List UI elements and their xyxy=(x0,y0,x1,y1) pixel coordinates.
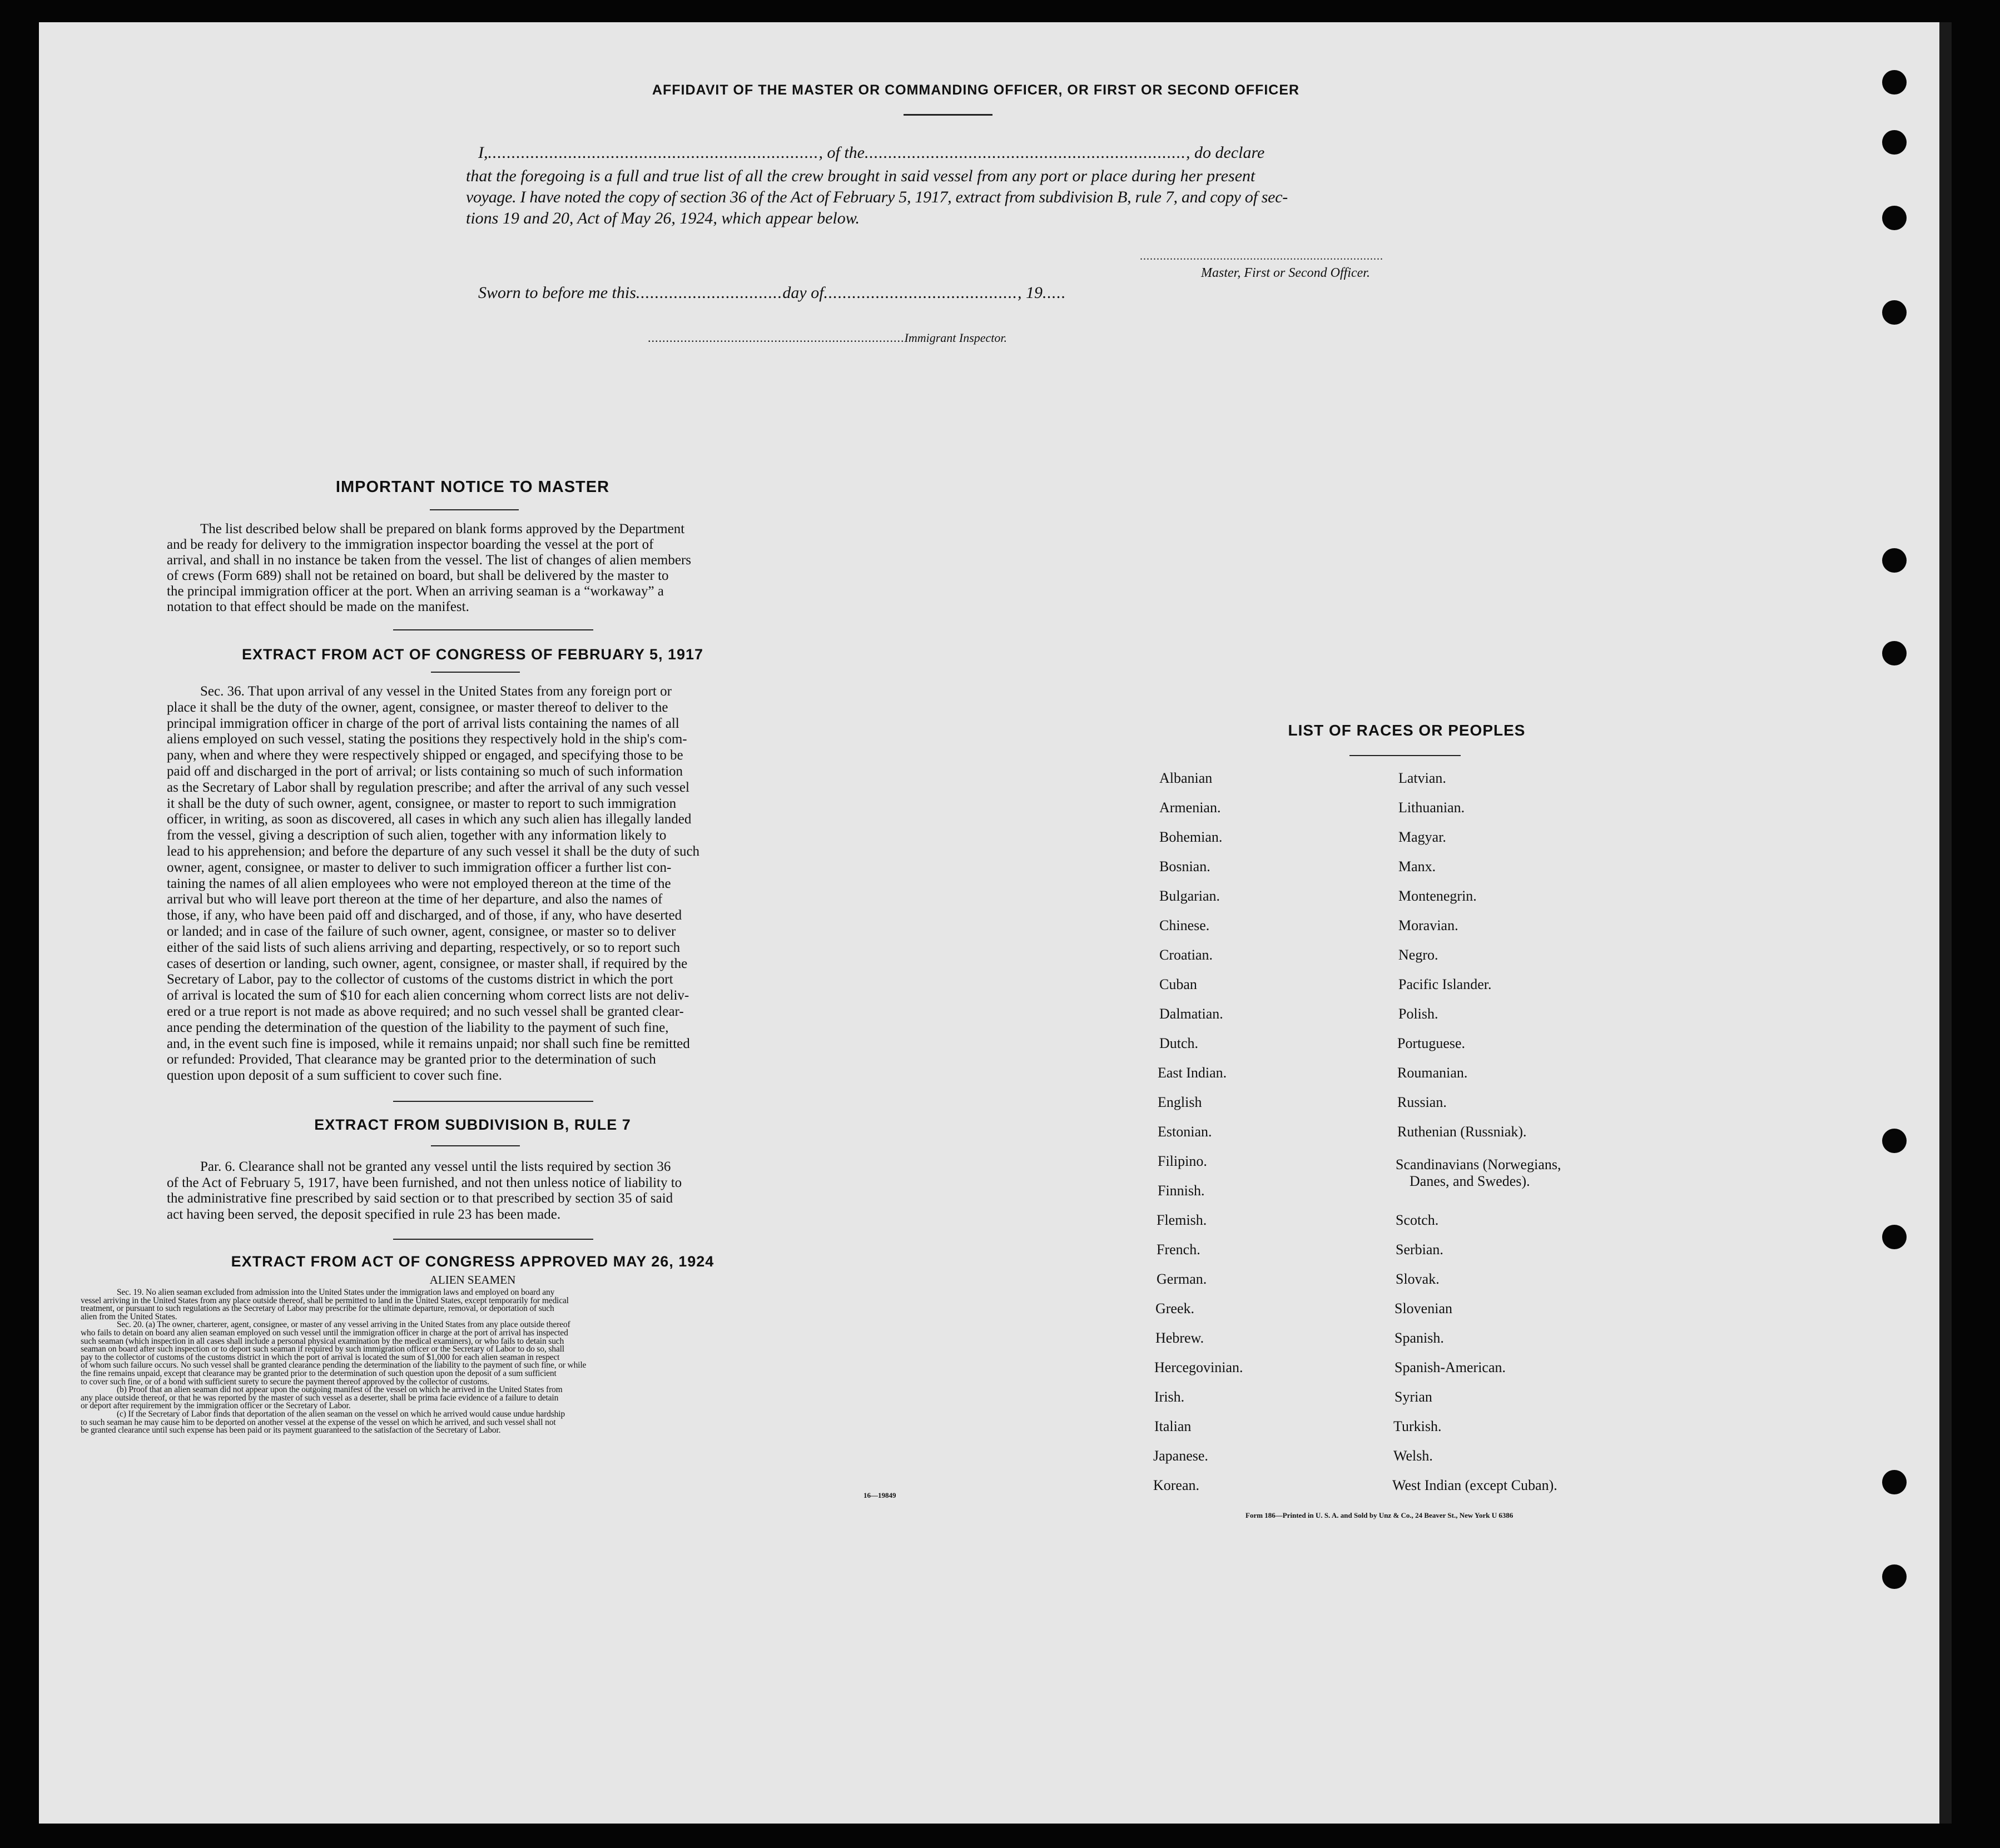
sec20-line: to cover such fine, or of a bond with sufficient surety to secure the payment thereof approved by the collector of customs. xyxy=(81,1377,489,1387)
sec36-line: cases of desertion or landing, such owner, agent, consignee, or master shall, if required by the xyxy=(167,956,688,971)
rule7-line: of the Act of February 5, 1917, have been furnished, and not then unless notice of liability to xyxy=(167,1175,682,1190)
sec36-line: principal immigration officer in charge of the port of arrival lists containing the names of all xyxy=(167,716,679,731)
signature-label: Master, First or Second Officer. xyxy=(1201,266,1370,280)
race-item: Chinese. xyxy=(1159,917,1210,933)
race-item: Dutch. xyxy=(1159,1035,1199,1051)
sec20-line: who fails to detain on board any alien seaman employed on such vessel until the immigration officer in charge at the port of arrival has inspected xyxy=(81,1328,568,1338)
sec36-line: or landed; and in case of the failure of such owner, agent, consignee, or master so to deliver xyxy=(167,923,676,939)
race-item: Ruthenian (Russniak). xyxy=(1397,1124,1527,1140)
sec36-line: ance pending the determination of the question of the liability to the payment of such fine, xyxy=(167,1020,669,1035)
sec20-line: any place outside thereof, or that he was reported by the master of such vessel as a deserter, shall be prima facie evidence of a failure to detain xyxy=(81,1393,559,1403)
race-item: Spanish-American. xyxy=(1394,1359,1506,1375)
sec36-line: those, if any, who have been paid off and discharged, and of those, if any, who have deserted xyxy=(167,908,682,923)
race-item: Korean. xyxy=(1153,1477,1200,1493)
section-rule xyxy=(393,629,593,630)
binder-hole xyxy=(1882,1470,1907,1494)
section-rule xyxy=(393,1239,593,1240)
sec20-line: pay to the collector of customs of the customs district in which the port of arrival is located the sum of $1,000 for each alien seaman in respect xyxy=(81,1352,560,1362)
sec36-line: Sec. 36. That upon arrival of any vessel in the United States from any foreign port or xyxy=(200,684,672,699)
race-item: Latvian. xyxy=(1398,770,1446,786)
act1924-subtitle: ALIEN SEAMEN xyxy=(429,1273,516,1286)
affidavit-line-4: tions 19 and 20, Act of May 26, 1924, which appear below. xyxy=(466,209,860,227)
vessel-blank: .................................................................... xyxy=(865,143,1186,162)
notice-line: of crews (Form 689) shall not be retained on board, but shall be delivered by the master to xyxy=(167,568,669,583)
inspector-label: Immigrant Inspector. xyxy=(904,331,1008,345)
race-item: Bohemian. xyxy=(1159,829,1223,845)
race-item: Magyar. xyxy=(1398,829,1446,845)
race-item: Croatian. xyxy=(1159,947,1213,963)
affidavit-title: AFFIDAVIT OF THE MASTER OR COMMANDING OFFICER, OR FIRST OR SECOND OFFICER xyxy=(652,82,1300,98)
sec19-line: Sec. 19. No alien seaman excluded from admission into the United States under the immigration laws and employed on board any xyxy=(117,1288,555,1297)
affidavit-declare: , do declare xyxy=(1186,143,1265,162)
sec19-line: treatment, or pursuant to such regulations as the Secretary of Labor may prescribe for the ultimate departure, removal, or deportation of such xyxy=(81,1304,554,1314)
race-item: Dalmatian. xyxy=(1159,1006,1223,1022)
race-item: Montenegrin. xyxy=(1398,888,1477,904)
race-item: Bosnian. xyxy=(1159,858,1210,875)
race-item: Syrian xyxy=(1394,1389,1432,1405)
sworn-line xyxy=(478,284,1066,302)
race-item: Welsh. xyxy=(1393,1448,1433,1464)
race-item: Serbian. xyxy=(1396,1241,1443,1258)
day-blank: ............................... xyxy=(636,284,783,302)
race-item: Slovenian xyxy=(1394,1300,1452,1317)
name-blank: ...................................................................... xyxy=(488,143,819,162)
sec36-line: taining the names of all alien employees who were not employed thereon at the time of the xyxy=(167,876,671,891)
race-item: Cuban xyxy=(1159,976,1197,992)
sec36-line: officer, in writing, as soon as discovered, all cases in which any such alien has illegally landed xyxy=(167,812,692,827)
sec36-line: owner, agent, consignee, or master to deliver to such immigration officer a further list con- xyxy=(167,860,672,875)
race-item: Hebrew. xyxy=(1155,1330,1204,1346)
sec36-line: arrival but who will leave port thereon at the time of her departure, and also the names of xyxy=(167,892,663,907)
inspector-line xyxy=(648,331,1007,345)
section-rule xyxy=(393,1101,593,1102)
sec36-line: and, in the event such fine is imposed, while it remains unpaid; nor shall such fine be remitted xyxy=(167,1036,690,1051)
year-blank: ..... xyxy=(1043,284,1066,302)
notice-body xyxy=(167,521,845,615)
signature-blank: ......................................................................... xyxy=(1140,250,1383,262)
race-item: East Indian. xyxy=(1158,1065,1227,1081)
rule7-line: act having been served, the deposit specified in rule 23 has been made. xyxy=(167,1206,561,1222)
sec36-line: lead to his apprehension; and before the departure of any such vessel it shall be the duty of such xyxy=(167,843,700,859)
race-item: Lithuanian. xyxy=(1398,799,1465,816)
affidavit-i: I, xyxy=(478,143,488,162)
sec20-line: (c) If the Secretary of Labor finds that deportation of the alien seaman on the vessel on which he arrived would cause undue hardship xyxy=(117,1409,565,1419)
rule7-body xyxy=(167,1159,845,1223)
affidavit-line-3: voyage. I have noted the copy of section 36 of the Act of February 5, 1917, extract from subdivision B, rule 7, and copy of sec- xyxy=(466,188,1288,206)
race-item: Albanian xyxy=(1159,770,1213,786)
sec36-line: Secretary of Labor, pay to the collector of customs of the customs district in which the port xyxy=(167,972,673,987)
notice-line: arrival, and shall in no instance be taken from the vessel. The list of changes of alien members xyxy=(167,553,691,568)
binder-hole xyxy=(1882,130,1907,155)
binder-hole xyxy=(1882,548,1907,573)
sec20-line: seaman on board after such inspection or to deport such seaman if required by such immigration officer or the Secretary of Labor to do so, shall xyxy=(81,1344,564,1354)
race-item: Slovak. xyxy=(1396,1271,1440,1287)
affidavit-line-2: that the foregoing is a full and true list of all the crew brought in said vessel from any port or place during her present xyxy=(466,167,1255,185)
race-item: Bulgarian. xyxy=(1159,888,1220,904)
sec20-line: or deport after requirement by the immigration officer or the Secretary of Labor. xyxy=(81,1401,351,1411)
sec36-line: ered or a true report is not made as above required; and no such vessel shall be granted clear- xyxy=(167,1004,684,1019)
race-item: Manx. xyxy=(1398,858,1436,875)
page-edge xyxy=(1939,22,1952,1824)
notice-line: notation to that effect should be made on the manifest. xyxy=(167,599,469,614)
form-code: 16—19849 xyxy=(863,1491,896,1499)
document-page xyxy=(39,22,1952,1824)
binder-hole xyxy=(1882,70,1907,95)
race-item: Roumanian. xyxy=(1397,1065,1468,1081)
sec36-line: question upon deposit of a sum sufficient to cover such fine. xyxy=(167,1068,502,1084)
binder-hole xyxy=(1882,1129,1907,1153)
race-item: Scandinavians (Norwegians, xyxy=(1396,1156,1561,1173)
sec36-line: place it shall be the duty of the owner, agent, consignee, or master thereof to deliver to the xyxy=(167,699,668,715)
races-title: LIST OF RACES OR PEOPLES xyxy=(1288,722,1526,739)
races-rule xyxy=(1349,755,1461,756)
sec36-line: as the Secretary of Labor shall by regulation prescribe; and after the arrival of any such vessel xyxy=(167,779,689,795)
sec36-line: it shall be the duty of such owner, agent, consignee, or master to report to such immigration xyxy=(167,796,677,811)
race-item: Danes, and Swedes). xyxy=(1410,1173,1530,1189)
binder-hole xyxy=(1882,300,1907,325)
sworn-text: Sworn to before me this xyxy=(478,284,636,302)
race-item: Moravian. xyxy=(1398,917,1458,933)
notice-rule xyxy=(430,509,519,510)
sec20-line: of whom such failure occurs. No such vessel shall be granted clearance pending the determination of the liability to the payment of such fine, or while xyxy=(81,1360,587,1370)
sec20-line: Sec. 20. (a) The owner, charterer, agent, consignee, or master of any vessel arriving in the United States from any place outside thereof xyxy=(117,1320,570,1330)
inspector-blank: ....................................................................... xyxy=(648,331,905,345)
race-item: Turkish. xyxy=(1393,1418,1442,1434)
affidavit-line-1 xyxy=(478,143,1264,162)
sec36-line: of arrival is located the sum of $10 for each alien concerning whom correct lists are not deliv- xyxy=(167,988,689,1004)
sec19-line: vessel arriving in the United States from any place outside thereof, shall be permitted to land in the United States, except temporarily for medical xyxy=(81,1295,569,1305)
sec36-line: aliens employed on such vessel, stating the positions they respectively hold in the ship's com- xyxy=(167,732,687,747)
rule7-line: the administrative fine prescribed by said section or to that prescribed by section 35 of said xyxy=(167,1191,673,1206)
race-item: Flemish. xyxy=(1157,1212,1207,1228)
day-of-text: day of xyxy=(782,284,824,302)
year-text: , 19 xyxy=(1018,284,1043,302)
sec20-line: (b) Proof that an alien seaman did not appear upon the outgoing manifest of the vessel on which he arrived in the United States from xyxy=(117,1385,563,1395)
race-item: German. xyxy=(1157,1271,1207,1287)
notice-line: and be ready for delivery to the immigration inspector boarding the vessel at the port of xyxy=(167,537,654,552)
race-item: English xyxy=(1158,1094,1202,1110)
race-item: Spanish. xyxy=(1394,1330,1444,1346)
rule7-rule xyxy=(431,1145,520,1146)
act1917-body xyxy=(167,684,845,1084)
month-blank: ......................................... xyxy=(823,284,1018,302)
race-item: West Indian (except Cuban). xyxy=(1392,1477,1557,1493)
sec36-line: paid off and discharged in the port of arrival; or lists containing so much of such information xyxy=(167,763,683,779)
race-item: Russian. xyxy=(1397,1094,1447,1110)
binder-hole xyxy=(1882,641,1907,665)
race-item: Scotch. xyxy=(1396,1212,1439,1228)
rule7-line: Par. 6. Clearance shall not be granted any vessel until the lists required by section 36 xyxy=(200,1159,671,1174)
sec36-line: from the vessel, giving a description of such alien, together with any information likely to xyxy=(167,828,667,843)
race-item: Greek. xyxy=(1155,1300,1195,1317)
sec20-line: to such seaman he may cause him to be deported on another vessel at the expense of the vessel on which he arrived, and such vessel shall not xyxy=(81,1417,556,1427)
race-item: Portuguese. xyxy=(1397,1035,1466,1051)
title-rule xyxy=(904,114,992,116)
race-item: Irish. xyxy=(1154,1389,1185,1405)
sec36-line: either of the said lists of such aliens arriving and departing, respectively, or so to report such xyxy=(167,940,681,955)
notice-line: The list described below shall be prepared on blank forms approved by the Department xyxy=(200,521,685,536)
race-item: French. xyxy=(1157,1241,1200,1258)
sec36-line: or refunded: Provided, That clearance may be granted prior to the determination of such xyxy=(167,1052,656,1067)
race-item: Filipino. xyxy=(1158,1153,1207,1169)
sec20-line: such seaman (which inspection in all cases shall include a personal physical examination by the medical examiners), or who fails to detain such xyxy=(81,1336,564,1346)
race-item: Italian xyxy=(1154,1418,1192,1434)
binder-hole xyxy=(1882,1564,1907,1589)
notice-line: the principal immigration officer at the port. When an arriving seaman is a “workaway” a xyxy=(167,584,664,599)
act1924-title: EXTRACT FROM ACT OF CONGRESS APPROVED MAY 26, 1924 xyxy=(231,1253,714,1270)
binder-hole xyxy=(1882,206,1907,230)
race-item: Pacific Islander. xyxy=(1398,976,1492,992)
race-item: Japanese. xyxy=(1153,1448,1208,1464)
act1917-rule xyxy=(431,672,520,673)
race-item: Negro. xyxy=(1398,947,1438,963)
act1917-title: EXTRACT FROM ACT OF CONGRESS OF FEBRUARY 5, 1917 xyxy=(241,646,704,663)
race-item: Polish. xyxy=(1398,1006,1438,1022)
race-item: Estonian. xyxy=(1158,1124,1212,1140)
race-item: Hercegovinian. xyxy=(1154,1359,1243,1375)
notice-title: IMPORTANT NOTICE TO MASTER xyxy=(335,478,610,496)
rule7-title: EXTRACT FROM SUBDIVISION B, RULE 7 xyxy=(314,1116,631,1133)
race-item: Finnish. xyxy=(1158,1183,1205,1199)
affidavit-of-the: , of the xyxy=(818,143,865,162)
sec36-line: pany, when and where they were respectively shipped or engaged, and specifying those to be xyxy=(167,748,683,763)
sec20-line: be granted clearance until such expense has been paid or its payment guaranteed to the satisfaction of the Secretary of Labor. xyxy=(81,1425,501,1435)
race-item: Armenian. xyxy=(1159,799,1221,816)
sec20-line: the fine remains unpaid, except that clearance may be granted prior to the determination of such question upon the deposit of a sum sufficient xyxy=(81,1368,557,1378)
footer-imprint: Form 186—Printed in U. S. A. and Sold by Unz & Co., 24 Beaver St., New York U 6386 xyxy=(1245,1511,1513,1519)
act1924-body xyxy=(81,1289,937,1435)
binder-hole xyxy=(1882,1225,1907,1249)
sec19-line: alien from the United States. xyxy=(81,1312,177,1322)
